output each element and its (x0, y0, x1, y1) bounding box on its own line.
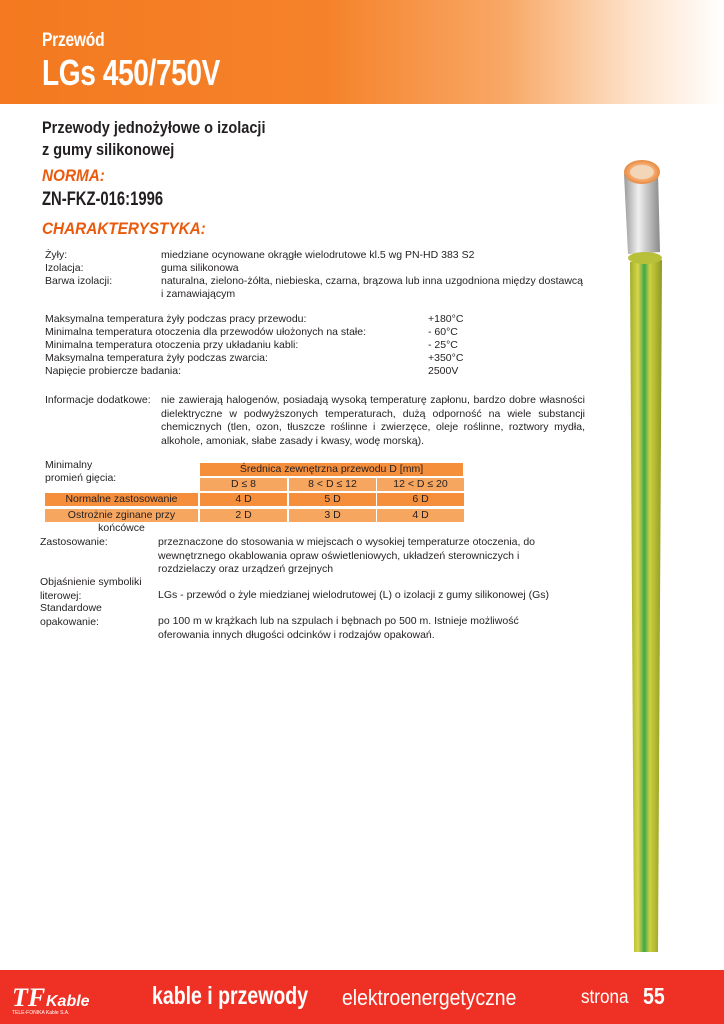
description-line-1: Przewody jednożyłowe o izolacji (42, 119, 266, 137)
bending-label-line-2: promień gięcia: (45, 472, 117, 484)
table-cell: 4 D (376, 509, 464, 522)
table-column-header: D ≤ 8 (200, 478, 287, 491)
bending-label-line-1: Minimalny (45, 459, 93, 471)
table-cell: 4 D (200, 493, 287, 506)
footer-tagline-bold: kable i przewody (152, 982, 309, 1010)
param-value: - 25°C (428, 339, 458, 351)
spec-key: Żyły: (45, 249, 68, 261)
usage-key: Zastosowanie: (40, 536, 108, 548)
info-key: Informacje dodatkowe: (45, 394, 151, 406)
spec-value: naturalna, zielono-żółta, niebieska, czarna, brązowa lub inna uzgodniona między dostawcą (161, 275, 584, 287)
spec-key: Barwa izolacji: (45, 275, 113, 287)
cable-illustration (612, 152, 672, 952)
footer-tagline-light: elektroenergetyczne (342, 985, 517, 1010)
footer-page-label: strona (581, 987, 629, 1008)
usage-value: przeznaczone do stosowania w miejscach o wysokiej temperaturze otoczenia, do wewnętrznego okablowania opraw oświetleniowych, układzeń sterowniczych i rozdzielaczy oraz urządzeń grzejnych (158, 536, 536, 575)
logo-word: Kable (46, 993, 90, 1010)
info-value: nie zawierają halogenów, posiadają wysoką temperaturę zapłonu, bardzo dobre własności dielektryczne w podwyższonych temperaturach, dużą odporność na wiele substancji chemicznych (tlen, ozon, tłuszcze roślinne i zwierzęce, oleje roślinne, roztwory mydła, alkohole, amoniak, słabe zasady i kwasy, wodę morską). (161, 394, 585, 447)
spec-value: i zamawiającym (161, 288, 236, 300)
packaging-key-line-2: opakowanie: (40, 615, 99, 628)
table-row-label: Normalne zastosowanie (45, 493, 198, 506)
cable-strand-ends (630, 165, 654, 179)
spec-value: miedziane ocynowane okrągłe wielodrutowe kl.5 wg PN-HD 383 S2 (161, 249, 475, 261)
param-key: Minimalna temperatura otoczenia dla przewodów ułożonych na stałe: (45, 326, 367, 338)
company-logo (10, 982, 108, 1016)
param-key: Maksymalna temperatura żyły podczas pracy przewodu: (45, 313, 307, 325)
packaging-key (40, 602, 102, 629)
copper-strands (624, 172, 660, 254)
footer-page-number: 55 (643, 983, 665, 1009)
characteristics-label: CHARAKTERYSTYKA: (42, 219, 206, 238)
param-value: +180°C (428, 313, 464, 325)
product-type: Przewód (42, 30, 105, 51)
table-column-header: 12 < D ≤ 20 (376, 478, 464, 491)
spec-key: Izolacja: (45, 262, 84, 274)
page-footer (0, 970, 724, 1024)
symbol-value: LGs - przewód o żyle miedzianej wielodrutowej (L) o izolacji z gumy silikonowej (Gs) (158, 589, 549, 601)
description-line-2: z gumy silikonowej (42, 141, 175, 159)
param-key: Minimalna temperatura otoczenia przy układaniu kabli: (45, 339, 299, 351)
symbol-key (40, 576, 142, 603)
param-value: - 60°C (428, 326, 458, 338)
symbol-key-line-1: Objaśnienie symboliki (40, 576, 142, 588)
table-cell: 2 D (200, 509, 287, 522)
norma-value: ZN-FKZ-016:1996 (42, 189, 164, 210)
table-cell: 6 D (376, 493, 464, 506)
table-column-header: 8 < D ≤ 12 (288, 478, 376, 491)
packaging-key-line-1: Standardowe (40, 602, 102, 614)
table-cell: 5 D (288, 493, 376, 506)
param-value: +350°C (428, 352, 464, 364)
page-header (0, 0, 724, 104)
symbol-key-line-2: literowej: (40, 589, 82, 602)
param-key: Napięcie probiercze badania: (45, 365, 182, 377)
product-description (42, 117, 332, 161)
packaging-value: po 100 m w krążkach lub na szpulach i bębnach po 500 m. Istnieje możliwość oferowania innych długości odcinków i rodzajów opakowań. (158, 615, 519, 641)
param-key: Maksymalna temperatura żyły podczas zwarcia: (45, 352, 268, 364)
param-value: 2500V (428, 365, 459, 377)
table-cell: 3 D (288, 509, 376, 522)
logo-sub: TELE-FONIKA Kable S.A. (12, 1010, 70, 1016)
spec-value: guma silikonowa (161, 262, 239, 274)
logo-mark: TF (12, 983, 46, 1012)
bending-label (45, 459, 116, 485)
page-title: LGs 450/750V (42, 52, 220, 93)
norma-label: NORMA: (42, 166, 105, 185)
jacket-cut-edge (628, 252, 662, 264)
table-group-header: Średnica zewnętrzna przewodu D [mm] (200, 463, 463, 476)
cable-jacket (630, 260, 662, 952)
table-row-label: Ostrożnie zginane przy końcówce (45, 509, 198, 522)
